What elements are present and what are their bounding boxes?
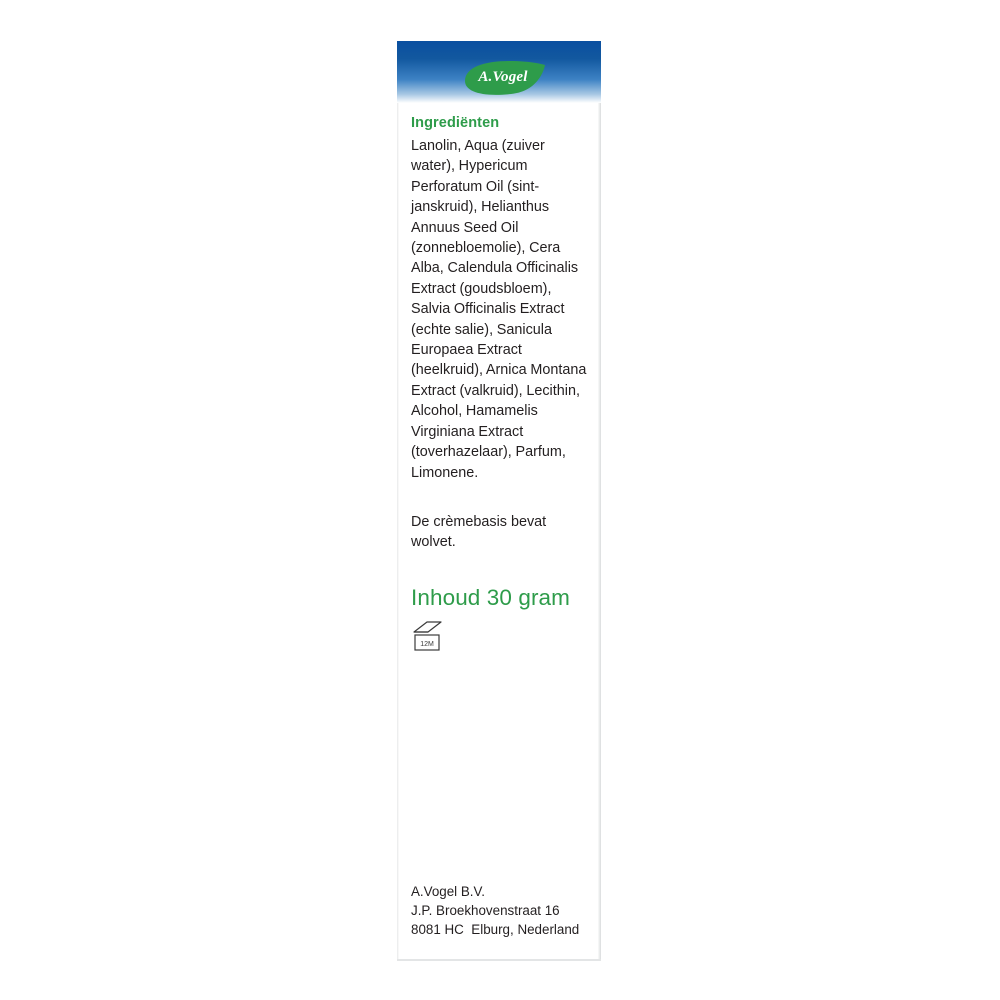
ingredients-heading: Ingrediënten: [411, 115, 500, 131]
address-company: A.Vogel B.V.: [411, 884, 485, 899]
carton-top-band: [397, 41, 601, 103]
ingredients-list: Lanolin, Aqua (zuiver water), Hypericum Perforatum Oil (sint-janskruid), Helianthus Annuus Seed Oil (zonnebloemolie), Cera Alba, Calendula Officinalis Extract (goudsbloem), Salvia Officinalis Extract (echte salie), Sanicula Europaea Extract (heelkruid), Arnica Montana Extract (valkruid), Lecithin, Alcohol, Hamamelis Virginiana Extract (toverhazelaar), Parfum, Limonene.: [411, 138, 587, 481]
avogel-logo: [459, 61, 547, 95]
address-street: J.P. Broekhovenstraat 16: [411, 903, 560, 918]
ingredients-panel: [411, 115, 591, 652]
avogel-wordmark: A.Vogel: [478, 68, 528, 85]
period-after-opening-icon: [411, 620, 451, 652]
address-city: 8081 HC Elburg, Nederland: [411, 922, 580, 937]
content-amount: Inhoud 30 gram: [411, 584, 571, 610]
carton-right-edge: [598, 41, 601, 961]
product-carton: [397, 41, 601, 961]
carton-left-edge: [397, 41, 399, 961]
carton-bottom-edge: [397, 959, 601, 961]
manufacturer-address: [411, 882, 597, 939]
svg-text:12M: 12M: [420, 640, 434, 648]
base-note: De crèmebasis bevat wolvet.: [411, 513, 547, 551]
